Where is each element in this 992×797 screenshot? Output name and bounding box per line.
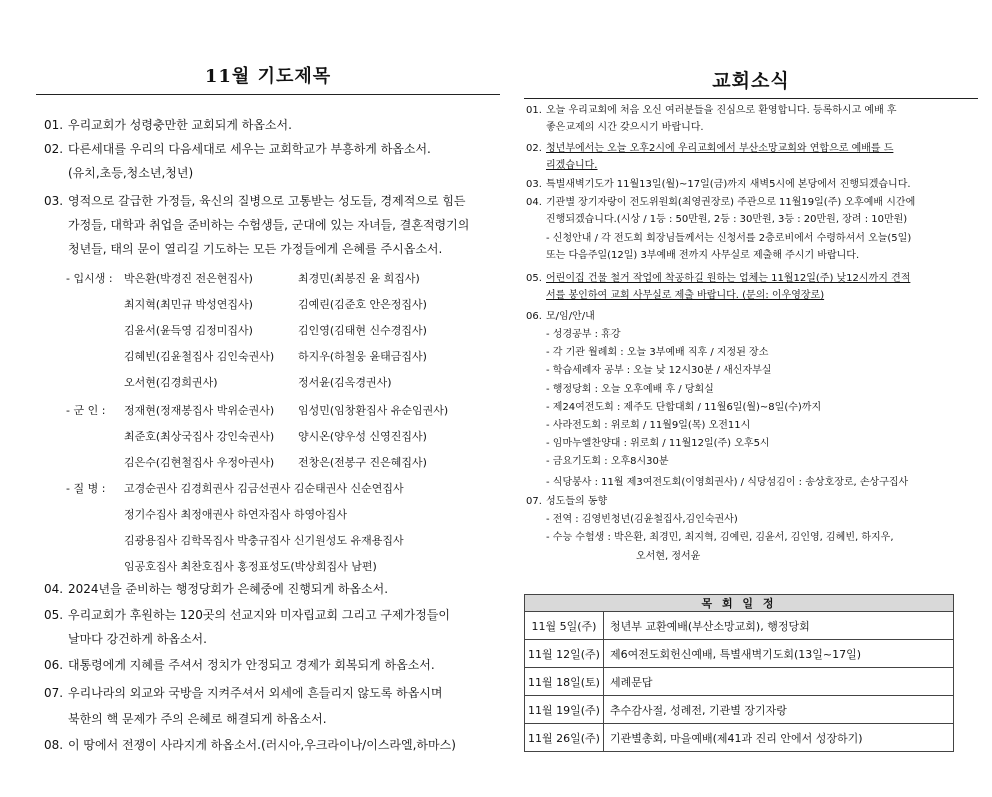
schedule-event: 청년부 교환예배(부산소망교회), 행정당회	[604, 612, 954, 640]
schedule-table	[524, 594, 954, 752]
schedule-date: 11월 26일(주)	[525, 724, 604, 752]
news-line: 리겠습니다.	[546, 160, 598, 171]
prayer-item: 08. 이 땅에서 전쟁이 사라지게 하옵소서.(러시아,우크라이나/이스라엘,하마스)	[44, 738, 456, 752]
sick-label: - 질 병 :	[66, 482, 106, 495]
news-line: 좋은교제의 시간 갖으시기 바랍니다.	[546, 122, 704, 133]
table-row	[525, 612, 954, 640]
schedule-date: 11월 18일(토)	[525, 668, 604, 696]
table-row	[525, 668, 954, 696]
news-line: - 임마누엘찬양대 : 위로회 / 11월12일(주) 오후5시	[546, 438, 770, 449]
exam-name: 하지우(하철웅 윤태금집사)	[298, 350, 427, 363]
news-line: 04. 기관별 장기자랑이 전도위원회(최영권장로) 주관으로 11월19일(주) 오후예배 시간에	[526, 197, 916, 208]
exam-name: 김윤서(윤득영 김정미집사)	[124, 324, 253, 337]
news-title-rule	[524, 98, 978, 99]
news-line: 02. 청년부에서는 오늘 오후2시에 우리교회에서 부산소망교회와 연합으로 예배를 드	[526, 143, 894, 154]
army-name: 정재현(정재봉집사 박위순권사)	[124, 404, 275, 417]
news-line: - 사라전도회 : 위로회 / 11월9일(목) 오전11시	[546, 420, 751, 431]
table-row	[525, 724, 954, 752]
news-line: - 행정당회 : 오늘 오후예배 후 / 당회실	[546, 384, 714, 395]
prayer-item: 04. 2024년을 준비하는 행정당회가 은혜중에 진행되게 하옵소서.	[44, 582, 389, 596]
news-title: 교회소식	[712, 70, 790, 92]
news-line: 서를 봉인하여 교회 사무실로 제출 바랍니다. (문의: 이우영장로)	[546, 290, 825, 301]
news-line: 또는 다음주일(12일) 3부예배 전까지 사무실로 제출해 주시기 바랍니다.	[546, 250, 860, 261]
news-line: 오서현, 정서윤	[636, 551, 701, 562]
prayer-item: 07. 우리나라의 외교와 국방을 지켜주셔서 외세에 흔들리지 않도록 하옵시며	[44, 686, 443, 700]
exam-name: 최경민(최봉진 윤 희집사)	[298, 272, 420, 285]
news-line: - 식당봉사 : 11월 제3여전도회(이영희권사) / 식당섬김이 : 송상호장로, 손상구집사	[546, 477, 909, 488]
news-line: - 전역 : 김영빈청년(김윤철집사,김인숙권사)	[546, 514, 738, 525]
army-name: 김은수(김현철집사 우정아권사)	[124, 456, 275, 469]
sick-names: 김광용집사 김학목집사 박충규집사 신기원성도 유재용집사	[124, 534, 404, 547]
schedule-event: 기관별총회, 마을예배(제41과 진리 안에서 성장하기)	[604, 724, 954, 752]
army-name: 양시온(양우성 신영진집사)	[298, 430, 427, 443]
news-line: 진행되겠습니다.(시상 / 1등 : 50만원, 2등 : 30만원, 3등 : 20만원, 장려 : 10만원)	[546, 214, 908, 225]
schedule-event: 세례문답	[604, 668, 954, 696]
news-line: 06. 모/임/안/내	[526, 311, 595, 322]
exam-name: 김예린(김준호 안은정집사)	[298, 298, 427, 311]
prayer-item: 청년들, 태의 문이 열리길 기도하는 모든 가정들에게 은혜를 주시옵소서.	[68, 242, 443, 256]
schedule-date: 11월 12일(주)	[525, 640, 604, 668]
prayer-item: (유치,초등,청소년,청년)	[68, 166, 194, 180]
schedule-date: 11월 5일(주)	[525, 612, 604, 640]
table-row	[525, 640, 954, 668]
sick-names: 임공호집사 최찬호집사 홍정표성도(박상희집사 남편)	[124, 560, 377, 573]
prayer-item: 날마다 강건하게 하옵소서.	[68, 632, 207, 646]
prayer-item: 06. 대통령에게 지혜를 주셔서 정치가 안정되고 경제가 회복되게 하옵소서.	[44, 658, 435, 672]
news-line: 03. 특별새벽기도가 11월13일(월)~17일(금)까지 새벽5시에 본당에서 진행되겠습니다.	[526, 179, 911, 190]
news-line: - 학습세례자 공부 : 오늘 낮 12시30분 / 새신자부실	[546, 365, 772, 376]
exam-name: 박은환(박경진 전은현집사)	[124, 272, 253, 285]
sick-names: 고경순권사 김경희권사 김금선권사 김순태권사 신순연집사	[124, 482, 404, 495]
news-line: - 성경공부 : 휴강	[546, 329, 621, 340]
prayer-item: 가정들, 대학과 취업을 준비하는 수험생들, 군대에 있는 자녀들, 결혼적령기의	[68, 218, 470, 232]
news-line: - 금요기도회 : 오후8시30분	[546, 456, 669, 467]
schedule-event: 추수감사절, 성례전, 기관별 장기자랑	[604, 696, 954, 724]
army-name: 전창은(전봉구 진은혜집사)	[298, 456, 427, 469]
exam-label: - 입시생 :	[66, 272, 113, 285]
exam-name: 김인영(김태현 신수경집사)	[298, 324, 427, 337]
news-line: 05. 어린이집 건물 철거 작업에 착공하길 원하는 업체는 11월12일(주) 낮12시까지 견적	[526, 273, 911, 284]
schedule-date: 11월 19일(주)	[525, 696, 604, 724]
prayer-title: 11월 기도제목	[36, 62, 500, 95]
news-line: - 제24여전도회 : 제주도 단합대회 / 11월6일(월)~8일(수)까지	[546, 402, 822, 413]
prayer-item: 북한의 핵 문제가 주의 은혜로 해결되게 하옵소서.	[68, 712, 327, 726]
table-row	[525, 696, 954, 724]
exam-name: 김혜빈(김윤철집사 김인숙권사)	[124, 350, 275, 363]
news-line: - 신청안내 / 각 전도회 회장님들께서는 신청서를 2층로비에서 수령하셔서 오늘(5일)	[546, 233, 912, 244]
prayer-item: 01. 우리교회가 성령충만한 교회되게 하옵소서.	[44, 118, 292, 132]
prayer-item: 02. 다른세대를 우리의 다음세대로 세우는 교회학교가 부흥하게 하옵소서.	[44, 142, 431, 156]
news-line: 01. 오늘 우리교회에 처음 오신 여러분들을 진심으로 환영합니다. 등록하시고 예배 후	[526, 105, 897, 116]
schedule-header: 목 회 일 정	[525, 595, 954, 612]
news-line: - 수능 수험생 : 박은환, 최경민, 최지혁, 김예린, 김윤서, 김인영, 김혜빈, 하지우,	[546, 532, 894, 543]
exam-name: 정서윤(김옥경권사)	[298, 376, 392, 389]
news-line: 07. 성도들의 동향	[526, 496, 608, 507]
sick-names: 정기수집사 최정애권사 하연자집사 하영아집사	[124, 508, 348, 521]
schedule-event: 제6여전도회헌신예배, 특별새벽기도회(13일~17일)	[604, 640, 954, 668]
prayer-item: 05. 우리교회가 후원하는 120곳의 선교지와 미자립교회 그리고 구제가정들이	[44, 608, 450, 622]
news-line: - 각 기관 월례회 : 오늘 3부예배 직후 / 지정된 장소	[546, 347, 769, 358]
army-label: - 군 인 :	[66, 404, 106, 417]
exam-name: 최지혁(최민규 박성연집사)	[124, 298, 253, 311]
army-name: 임성민(임창환집사 유순임권사)	[298, 404, 449, 417]
prayer-item: 03. 영적으로 갈급한 가정들, 육신의 질병으로 고통받는 성도들, 경제적으로 힘든	[44, 194, 466, 208]
army-name: 최준호(최상국집사 강인숙권사)	[124, 430, 275, 443]
exam-name: 오서현(김경희권사)	[124, 376, 218, 389]
